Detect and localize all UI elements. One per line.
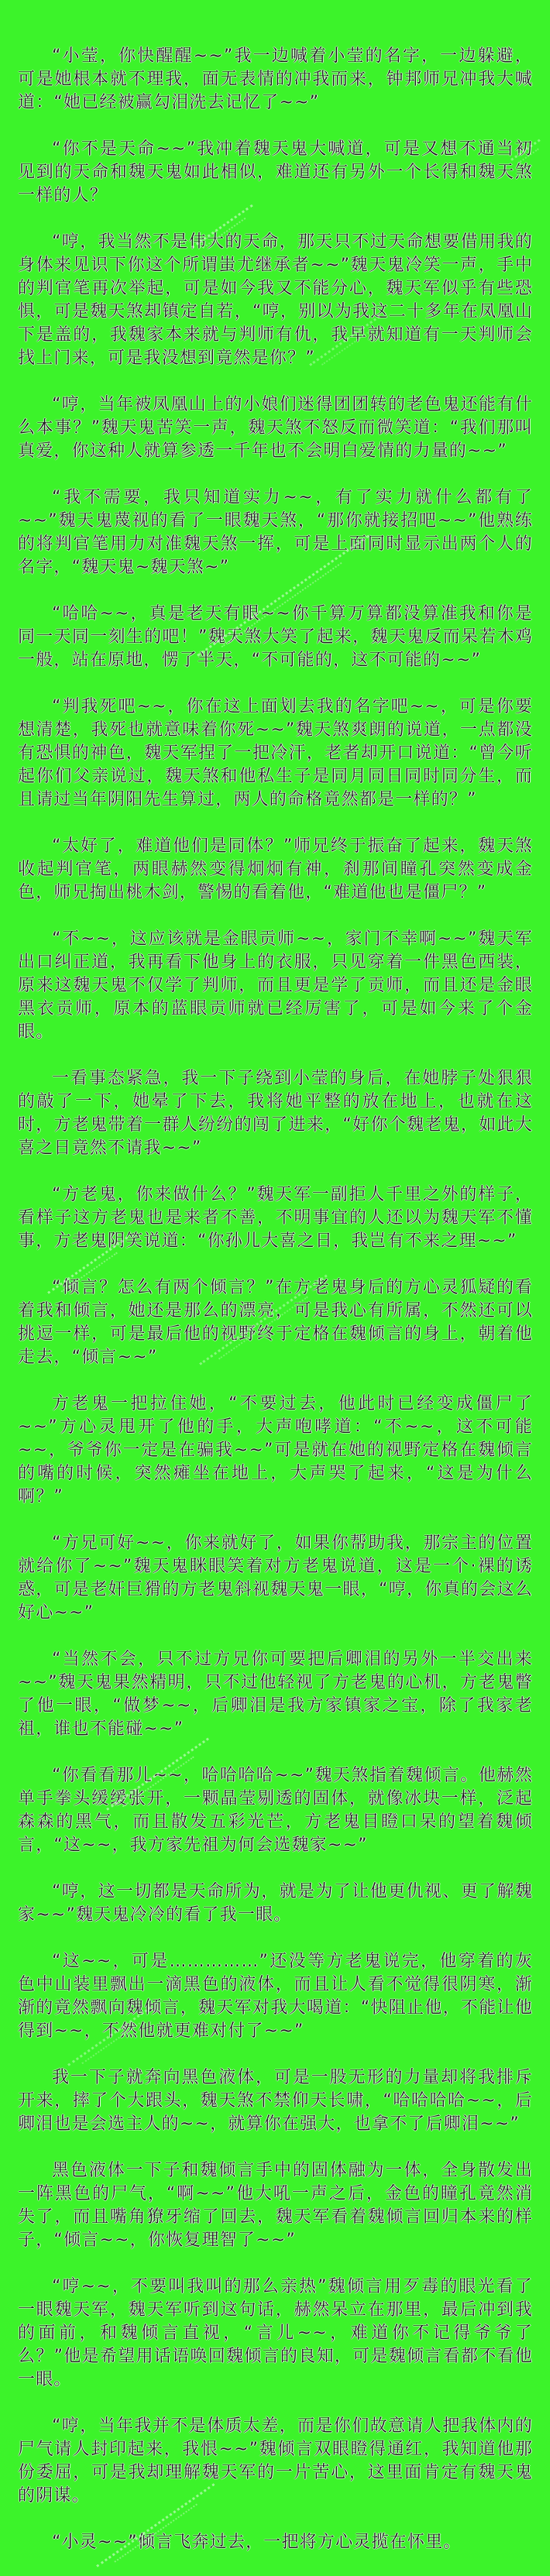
novel-paragraph: “方兄可好~~，你来就好了，如果你帮助我，那宗主的位置就给你了~~”魏天鬼眯眼笑着对方老鬼说道，这是一个·裸的诱惑，可是老奸巨猾的方老鬼斜视魏天鬼一眼，“哼，你真的会这么好心~~” (18, 1534, 533, 1623)
novel-paragraph: 我一下子就奔向黑色液体，可是一股无形的力量却将我排斥开来，摔了个大跟头，魏天煞不禁仰天长啸，“哈哈哈哈~~，后卿泪也是会选主人的~~，就算你在强大，也拿不了后卿泪~~” (18, 2068, 533, 2134)
novel-paragraph: “小莹，你快醒醒~~”我一边喊着小莹的名字，一边躲避，可是她根本就不理我，面无表情的冲我而来，钟邦师兄冲我大喊道：“她已经被赢勾泪洗去记忆了~~” (18, 46, 533, 112)
novel-paragraph: “哼，我当然不是伟大的天命，那天只不过天命想要借用我的身体来见识下你这个所谓蚩尤继承者~~”魏天鬼冷笑一声，手中的判官笔再次举起，可是如今我又不能分心，魏天军似乎有些恐惧，可是魏天煞却镇定自若，“哼，别以为我这二十多年在凤凰山下是盖的，我魏家本来就与判师有仇，我早就知道有一天判师会找上门来，可是我没想到竟然是你？” (18, 232, 533, 368)
novel-paragraph: “这~~，可是……………”还没等方老鬼说完，他穿着的灰色中山装里飘出一滴黑色的液体，而且让人看不觉得很阴寒，渐渐的竟然飘向魏倾言，魏天军对我大喝道：“快阻止他，不能让他得到~~，不然他就更难对付了~~” (18, 1952, 533, 2041)
novel-paragraph: 一看事态紧急，我一下子绕到小莹的身后，在她脖子处狠狠的敲了一下，她晕了下去，我将她平整的放在地上，也就在这时，方老鬼带着一群人纷纷的闯了进来，“好你个魏老鬼，如此大喜之日竟然不请我~~” (18, 1069, 533, 1158)
novel-paragraph: “哼，当年我并不是体质太差，而是你们故意请人把我体内的尸气请人封印起来，我恨~~”魏倾言双眼瞪得通红，我知道他那份委屈，可是我却理解魏天军的一片苦心，这里面肯定有魏天鬼的阴谋。 (18, 2416, 533, 2506)
novel-paragraph: “哼，当年被凤凰山上的小娘们迷得团团转的老色鬼还能有什么本事？”魏天鬼苦笑一声，魏天煞不怒反而微笑道：“我们那叫真爱，你这种人就算参透一千年也不会明白爱情的力量的~~” (18, 395, 533, 461)
novel-paragraph: “你不是天命~~”我冲着魏天鬼大喊道，可是又想不通当初见到的天命和魏天鬼如此相似，难道还有另外一个长得和魏天煞一样的人？ (18, 139, 533, 205)
novel-paragraph: “当然不会，只不过方兄你可要把后卿泪的另外一半交出来~~”魏天鬼果然精明，只不过他轻视了方老鬼的心机，方老鬼瞥了他一眼，“做梦~~，后卿泪是我方家镇家之宝，除了我家老祖，谁也不能碰~~” (18, 1650, 533, 1739)
novel-paragraph: “不~~，这应该就是金眼贡师~~，家门不幸啊~~”魏天军出口纠正道，我再看下他身上的衣服，只见穿着一件黑色西装，原来这魏天鬼不仅学了判师，而且更是学了贡师，而且还是金眼黑衣贡师，原本的蓝眼贡师就已经厉害了，可是如今来了个金眼。 (18, 929, 533, 1042)
novel-paragraph: “哼~~，不要叫我叫的那么亲热”魏倾言用歹毒的眼光看了一眼魏天军，魏天军听到这句话，赫然呆立在那里，最后冲到我的面前，和魏倾言直视，“言儿~~，难道你不记得爷爷了么？”他是希望用话语唤回魏倾言的良知，可是魏倾言看都不看他一眼。 (18, 2277, 533, 2389)
novel-paragraph: “小灵~~”倾言飞奔过去，一把将方心灵揽在怀里。 (52, 2533, 462, 2552)
novel-paragraph: “方老鬼，你来做什么？”魏天军一副拒人千里之外的样子，看样子这方老鬼也是来者不善，不明事宜的人还以为魏天军不懂事，方老鬼阴笑说道：“你孙儿大喜之日，我岂有不来之理~~” (18, 1185, 533, 1251)
novel-paragraph: 黑色液体一下子和魏倾言手中的固体融为一体，全身散发出一阵黑色的尸气，“啊~~”他大吼一声之后，金色的瞳孔竟然消失了，而且嘴角獠牙缩了回去，魏天军看着魏倾言回归本来的样子，“倾言~~，你恢复理智了~~” (18, 2161, 533, 2250)
novel-paragraph: “哈哈~~，真是老天有眼~~你千算万算都没算准我和你是同一天同一刻生的吧！”魏天煞大笑了起来，魏天鬼反而呆若木鸡一般，站在原地，愣了半天，“不可能的，这不可能的~~” (18, 604, 533, 670)
novel-paragraph: “判我死吧~~，你在这上面划去我的名字吧~~，可是你要想清楚，我死也就意味着你死~~”魏天煞爽朗的说道，一点都没有恐惧的神色，魏天军捏了一把冷汗，老者却开口说道：“曾今听起你们父亲说过，魏天煞和他私生子是同月同日同时同分生，而且请过当年阴阳先生算过，两人的命格竟然都是一样的？” (18, 697, 533, 809)
novel-paragraph: “我不需要，我只知道实力~~，有了实力就什么都有了~~”魏天鬼蔑视的看了一眼魏天煞，“那你就接招吧~~”他熟练的将判官笔用力对准魏天煞一挥，可是上面同时显示出两个人的名字，“魏天鬼~魏天煞~” (18, 488, 533, 577)
novel-paragraph: “哼，这一切都是天命所为，就是为了让他更仇视、更了解魏家~~”魏天鬼冷冷的看了我一眼。 (18, 1882, 533, 1925)
novel-paragraph: 方老鬼一把拉住她，“不要过去，他此时已经变成僵尸了~~”方心灵甩开了他的手，大声咆哮道：“不~~，这不可能~~，爷爷你一定是在骗我~~”可是就在她的视野定格在魏倾言的嘴的时候，突然瘫坐在地上，大声哭了起来，“这是为什么啊？” (18, 1394, 533, 1506)
novel-paragraph: “你看看那儿~~，哈哈哈哈~~”魏天煞指着魏倾言。他赫然单手拳头缓缓张开，一颗晶莹剔透的固体，就像冰块一样，泛起森森的黑气，而且散发五彩光芒，方老鬼目瞪口呆的望着魏倾言，“这~~，我方家先祖为何会选魏家~~” (18, 1766, 533, 1855)
novel-paragraph: “太好了，难道他们是同体？”师兄终于振奋了起来，魏天煞收起判官笔，两眼赫然变得炯炯有神，刹那间瞳孔突然变成金色，师兄掏出桃木剑，警惕的看着他，“难道他也是僵尸？” (18, 836, 533, 902)
novel-paragraph: “倾言？怎么有两个倾言？”在方老鬼身后的方心灵狐疑的看着我和倾言，她还是那么的漂亮，可是我心有所属，不然还可以挑逗一样，可是最后他的视野终于定格在魏倾言的身上，朝着他走去，“倾言~~” (18, 1278, 533, 1367)
